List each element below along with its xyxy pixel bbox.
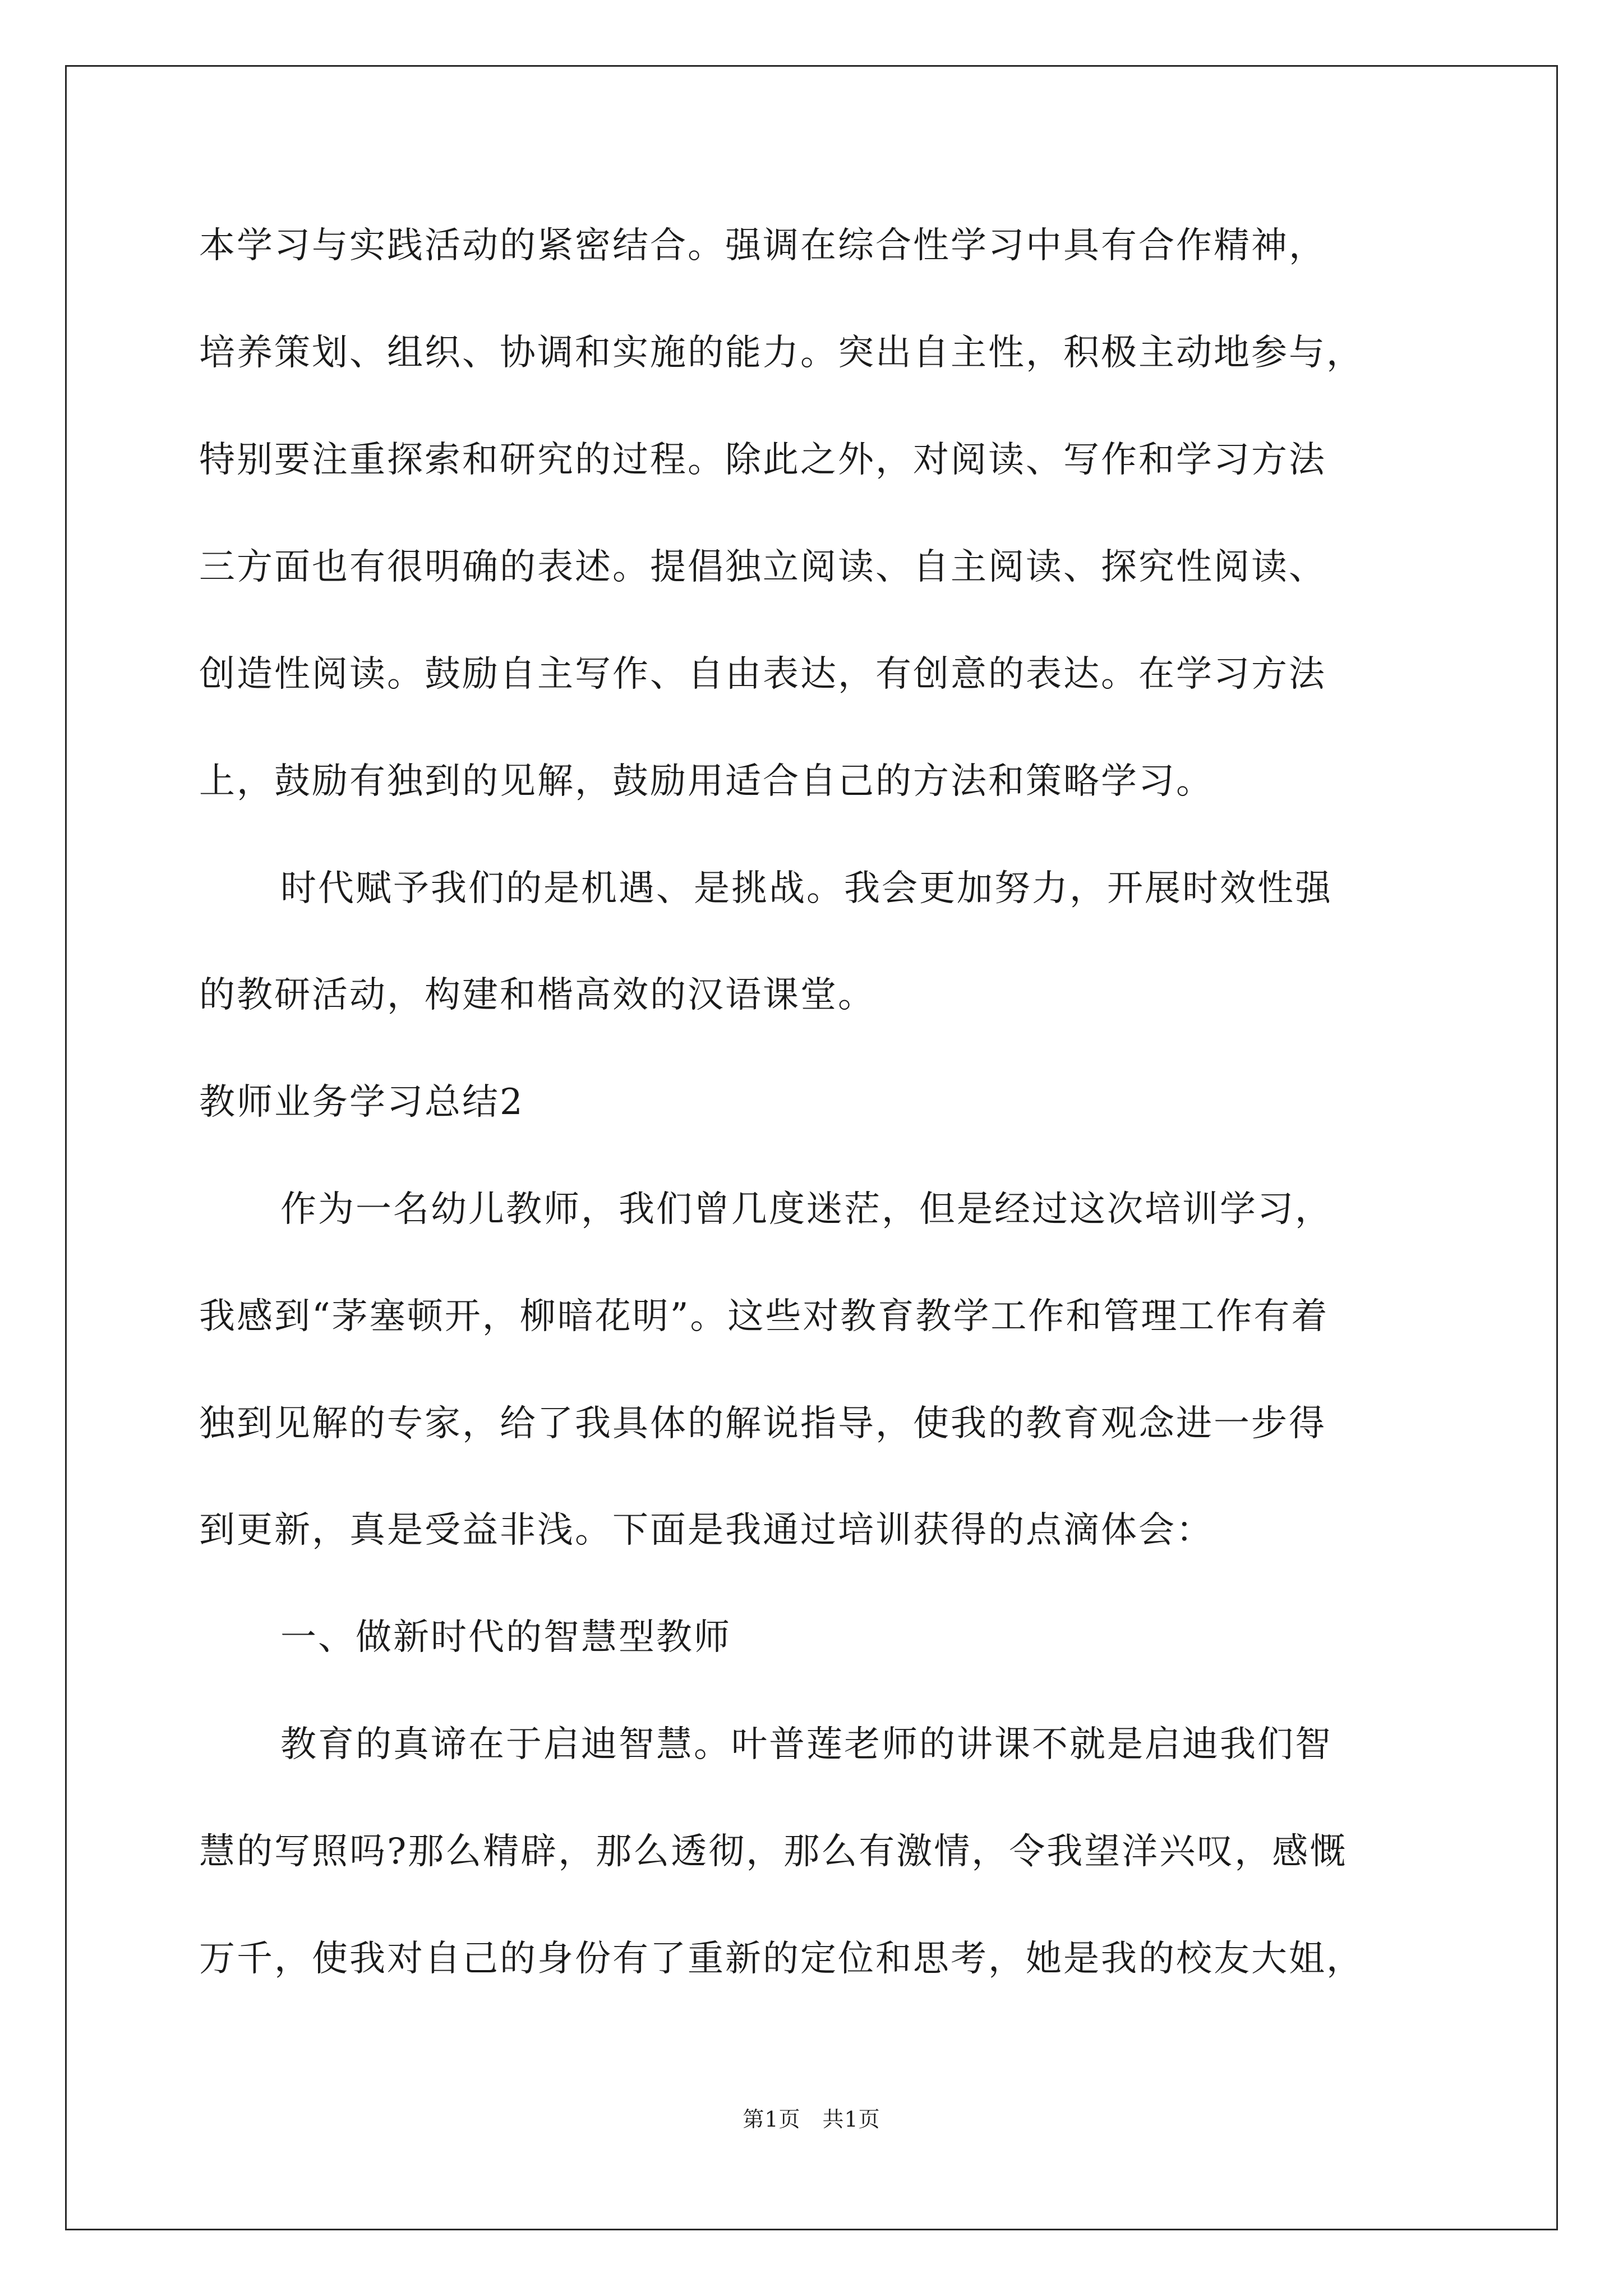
text-line: 慧的写照吗?那么精辟，那么透彻，那么有激情，令我望洋兴叹，感慨: [199, 1831, 1348, 1872]
text-line: 本学习与实践活动的紧密结合。强调在综合性学习中具有合作精神，: [199, 225, 1326, 266]
text-line: 特别要注重探索和研究的过程。除此之外，对阅读、写作和学习方法: [199, 439, 1326, 481]
text-line: 上，鼓励有独到的见解，鼓励用适合自己的方法和策略学习。: [199, 761, 1214, 802]
text-line: 独到见解的专家，给了我具体的解说指导，使我的教育观念进一步得: [199, 1403, 1326, 1444]
text-line: 时代赋予我们的是机遇、是挑战。我会更加努力，开展时效性强: [280, 868, 1332, 909]
subsection-heading: 一、做新时代的智慧型教师: [280, 1617, 731, 1658]
page-number-footer: 第1页 共1页: [743, 2107, 880, 2132]
text-line: 作为一名幼儿教师，我们曾几度迷茫，但是经过这次培训学习，: [280, 1189, 1332, 1230]
page-border: [65, 65, 1558, 2230]
text-line: 创造性阅读。鼓励自主写作、自由表达，有创意的表达。在学习方法: [199, 654, 1326, 695]
text-line: 教育的真谛在于启迪智慧。叶普莲老师的讲课不就是启迪我们智: [280, 1724, 1332, 1765]
text-line: 万千，使我对自己的身份有了重新的定位和思考，她是我的校友大姐，: [199, 1938, 1364, 1980]
text-line: 我感到“茅塞顿开，柳暗花明”。这些对教育教学工作和管理工作有着: [199, 1296, 1329, 1337]
text-line: 培养策划、组织、协调和实施的能力。突出自主性，积极主动地参与，: [199, 332, 1364, 374]
text-line: 的教研活动，构建和楷高效的汉语课堂。: [199, 974, 875, 1016]
text-line: 到更新，真是受益非浅。下面是我通过培训获得的点滴体会：: [199, 1510, 1214, 1551]
section-heading: 教师业务学习总结2: [199, 1082, 524, 1123]
text-line: 三方面也有很明确的表述。提倡独立阅读、自主阅读、探究性阅读、: [199, 546, 1326, 588]
